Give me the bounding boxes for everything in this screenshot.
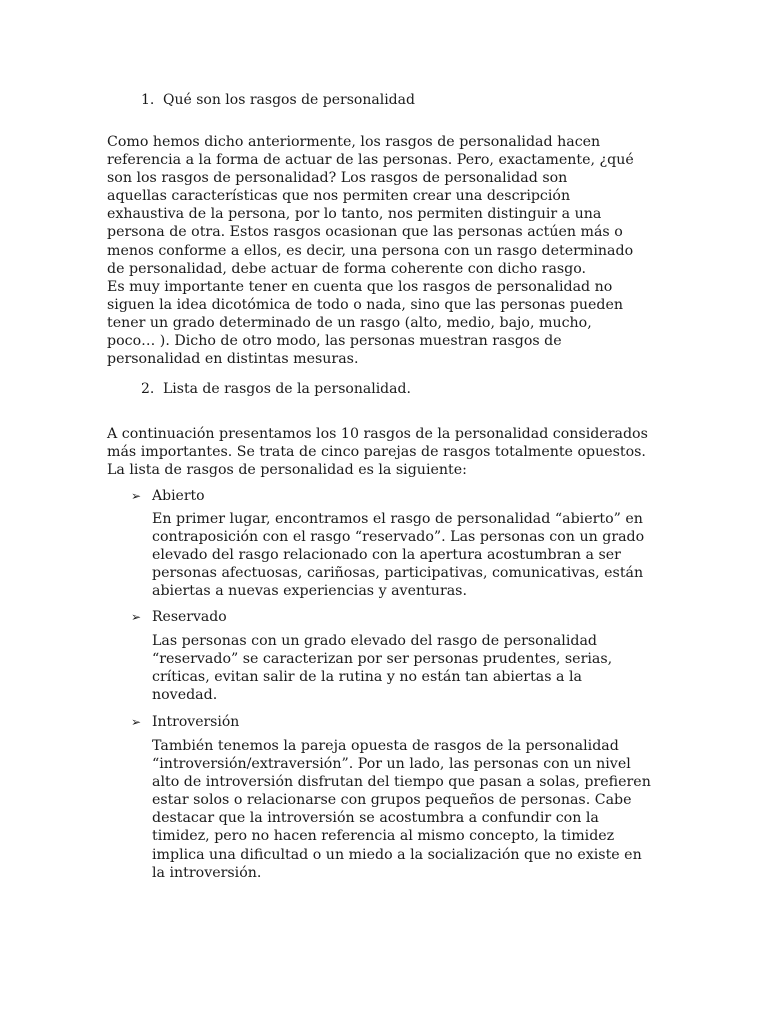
bullet-line: la introversión. — [152, 864, 262, 881]
paragraph-line: siguen la idea dicotómica de todo o nada, sino que las personas pueden — [107, 296, 624, 313]
paragraph-intro — [107, 133, 667, 368]
paragraph-line: personalidad en distintas mesuras. — [107, 351, 359, 368]
bullet-item-introversion — [131, 713, 239, 731]
bullet-title: Abierto — [152, 488, 205, 504]
paragraph-line: La lista de rasgos de personalidad es la siguiente: — [107, 462, 467, 479]
section-heading-2 — [141, 380, 411, 398]
paragraph-line: son los rasgos de personalidad? Los rasgos de personalidad son — [107, 170, 568, 187]
section-title: Lista de rasgos de la personalidad. — [163, 381, 411, 397]
paragraph-line: poco… ). Dicho de otro modo, las personas muestran rasgos de — [107, 333, 562, 350]
paragraph-line: Es muy importante tener en cuenta que los rasgos de personalidad no — [107, 278, 613, 295]
paragraph-line: aquellas características que nos permiten crear una descripción — [107, 188, 571, 205]
section-number: 1. — [141, 92, 155, 108]
bullet-line: elevado del rasgo relacionado con la apertura acostumbran a ser — [152, 547, 621, 564]
bullet-item-reservado — [131, 608, 227, 626]
bullet-item-abierto — [131, 487, 205, 505]
bullet-line: También tenemos la pareja opuesta de rasgos de la personalidad — [152, 738, 619, 754]
bullet-line: “reservado” se caracterizan por ser personas prudentes, serias, — [152, 651, 613, 668]
bullet-title: Reservado — [152, 609, 227, 625]
bullet-line: destacar que la introversión se acostumbra a confundir con la — [152, 810, 599, 827]
bullet-line: alto de introversión disfrutan del tiempo que pasan a solas, prefieren — [152, 774, 651, 791]
paragraph-line: A continuación presentamos los 10 rasgos de la personalidad considerados — [107, 426, 648, 442]
paragraph-line: persona de otra. Estos rasgos ocasionan que las personas actúen más o — [107, 224, 623, 241]
bullet-title: Introversión — [152, 714, 240, 730]
paragraph-line: menos conforme a ellos, es decir, una persona con un rasgo determinado — [107, 242, 634, 259]
bullet-line: personas afectuosas, cariñosas, participativas, comunicativas, están — [152, 565, 644, 582]
bullet-description-abierto — [152, 510, 672, 600]
paragraph-line: más importantes. Se trata de cinco parejas de rasgos totalmente opuestos. — [107, 444, 646, 461]
bullet-line: “introversión/extraversión”. Por un lado, las personas con un nivel — [152, 756, 631, 773]
paragraph-line: exhaustiva de la persona, por lo tanto, nos permiten distinguir a una — [107, 206, 602, 223]
section-heading-1 — [141, 91, 415, 109]
bullet-line: implica una dificultad o un miedo a la socialización que no existe en — [152, 846, 642, 863]
bullet-line: En primer lugar, encontramos el rasgo de personalidad “abierto” en — [152, 511, 643, 527]
bullet-line: abiertas a nuevas experiencias y aventuras. — [152, 583, 467, 600]
arrowhead-bullet-icon: ➢ — [131, 610, 142, 624]
arrowhead-bullet-icon: ➢ — [131, 489, 142, 503]
section-title: Qué son los rasgos de personalidad — [163, 92, 415, 108]
section-number: 2. — [141, 381, 155, 397]
paragraph-line: de personalidad, debe actuar de forma coherente con dicho rasgo. — [107, 260, 587, 277]
paragraph-line: referencia a la forma de actuar de las personas. Pero, exactamente, ¿qué — [107, 152, 634, 169]
bullet-line: críticas, evitan salir de la rutina y no están tan abiertas a la — [152, 669, 583, 686]
bullet-line: timidez, pero no hacen referencia al mismo concepto, la timidez — [152, 828, 615, 845]
arrowhead-bullet-icon: ➢ — [131, 715, 142, 729]
bullet-line: contraposición con el rasgo “reservado”. Las personas con un grado — [152, 529, 645, 546]
bullet-line: estar solos o relacionarse con grupos pequeños de personas. Cabe — [152, 792, 632, 809]
bullet-description-introversion — [152, 737, 672, 882]
paragraph-list-intro — [107, 425, 667, 479]
bullet-line: novedad. — [152, 687, 218, 704]
paragraph-line: Como hemos dicho anteriormente, los rasgos de personalidad hacen — [107, 134, 601, 150]
paragraph-line: tener un grado determinado de un rasgo (alto, medio, bajo, mucho, — [107, 314, 592, 331]
bullet-line: Las personas con un grado elevado del rasgo de personalidad — [152, 633, 597, 649]
bullet-description-reservado — [152, 632, 672, 704]
